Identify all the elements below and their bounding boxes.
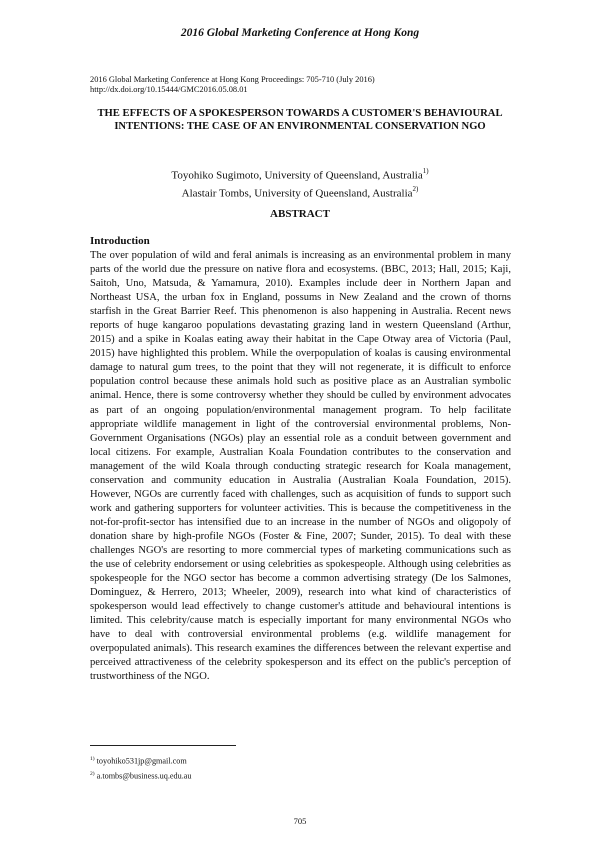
author-line	[90, 183, 510, 201]
footnote-email[interactable]: toyohiko531jp@gmail.com	[96, 756, 187, 766]
citation-block	[90, 75, 375, 95]
footnote-mark: 1)	[90, 756, 95, 762]
paper-title: THE EFFECTS OF A SPOKESPERSON TOWARDS A CUSTOMER'S BEHAVIOURAL INTENTIONS: THE CASE OF AN ENVIRONMENTAL CONSERVATION NGO	[97, 108, 503, 132]
author-footnote-mark: 1)	[422, 167, 429, 175]
footnote-item	[90, 753, 192, 768]
author-footnote-mark: 2)	[412, 185, 419, 194]
author-name: Alastair Tombs, University of Queensland, Australia	[181, 187, 413, 200]
author-list	[90, 165, 510, 201]
proceedings-line: 2016 Global Marketing Conference at Hong Kong Proceedings: 705-710 (July 2016)	[90, 75, 375, 84]
footnote-mark: 2)	[90, 770, 95, 777]
footnotes	[90, 753, 192, 782]
footnote-item	[90, 768, 192, 783]
author-name: Toyohiko Sugimoto, University of Queensland, Australia	[171, 169, 423, 182]
page-number: 705	[293, 816, 307, 826]
running-header: 2016 Global Marketing Conference at Hong Kong	[180, 27, 420, 39]
body-paragraph: The over population of wild and feral animals is increasing as an environmental problem in many parts of the world due the pressure on native flora and ecosystems. (BBC, 2013; Hall, 2015; Kaji, Saitoh, Uno, Matsuda, & Yamamura, 2010). Examples include deer in Northern Japan and Northeast USA, the urban fox in England, possums in New Zealand and the crown of thorns starfish in the Great Barrier Reef. This phenomenon is also happening in Australia. Recent news reports of huge kangaroo populations devastating grazing land in western Queensland (Arthur, 2015) and a spike in Koalas eating away their habitat in the Cape Otway area of Victoria (Paul, 2015) have highlighted this problem. While the overpopulation of koalas is causing environmental damage to natural gum trees, to the point that they will not regenerate, it is difficult to enforce population control because these animals hold such as positive place as an Australian symbolic animal. Hence, there is some controversy whether they should be culled by environment advocates as part of an ongoing population/environmental management program. To help facilitate appropriate wildlife management in light of the controversial environmental problems, Non-Government Organisations (NGOs) play an essential role as a conduit between government and local citizens. For example, Australian Koala Foundation contributes to the conservation and management of the wild Koala through conducting strategic research for Koala management, conservation and community education in Australia (Australian Koala Foundation, 2015). However, NGOs are currently faced with challenges, such as acquisition of funds to support such work and gathering supporters for volunteer activities. This is because the competitiveness in the not-for-profit-sector has intensified due to an increase in the number of NGOs and oligopoly of donation share by high-profile NGOs (Foster & Fine, 2007; Sunder, 2015). To deal with these challenges NGO's are resorting to more commercial types of marketing communications such as the use of celebrity endorsement or using celebrities as spokespeople. Although using celebrities as spokespeople for the NGO sector has become a common advertising strategy (De los Salmones, Dominguez, & Herrero, 2013; Wheeler, 2009), research into what kind of characteristics of spokesperson would lead effectively to change customer's attitude and behavioural intentions is limited. This celebrity/cause match is especially important for many environmental NGOs who have to deal with controversial environmental problems (e.g. wildlife management for overpopulated animals). This research examines the differences between the relevant expertise and perceived attractiveness of the celebrity spokesperson and its effect on the public's perception of trustworthiness of the NGO.	[90, 250, 511, 683]
author-line	[90, 165, 510, 183]
section-heading: Introduction	[90, 235, 150, 247]
footnote-divider	[90, 745, 236, 746]
doi-link[interactable]: http://dx.doi.org/10.15444/GMC2016.05.08.01	[90, 85, 248, 94]
abstract-heading: ABSTRACT	[270, 208, 330, 220]
footnote-email[interactable]: a.tombs@business.uq.edu.au	[96, 771, 192, 781]
